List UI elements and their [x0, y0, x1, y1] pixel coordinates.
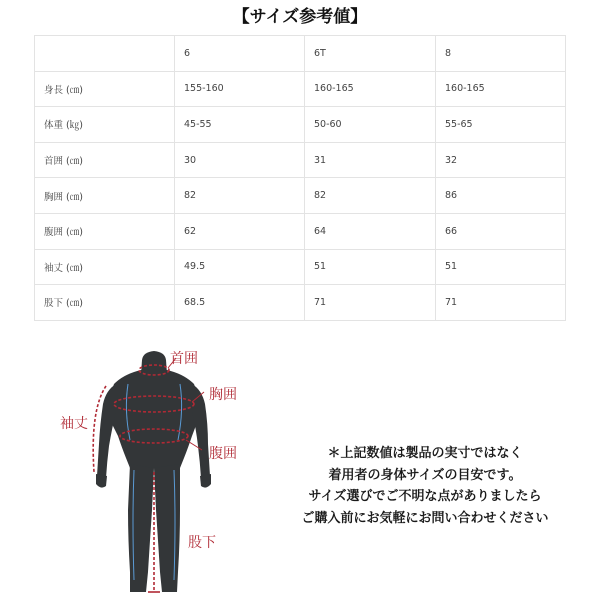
table-cell: 71	[305, 285, 436, 321]
table-cell: 155-160	[175, 71, 305, 107]
label-inseam: 股下	[188, 535, 216, 551]
note-line: 着用者の身体サイズの目安です。	[328, 467, 522, 483]
page-title: 【サイズ参考値】	[232, 7, 368, 27]
table-cell: 160-165	[305, 71, 436, 107]
row-label: 首囲 (㎝)	[35, 142, 175, 178]
table-cell: 30	[175, 142, 305, 178]
table-cell: 49.5	[175, 249, 305, 285]
table-cell: 66	[436, 213, 566, 249]
table-row	[35, 71, 566, 107]
table-row	[35, 178, 566, 214]
table-row	[35, 285, 566, 321]
wetsuit-silhouette	[96, 351, 211, 592]
table-cell: 50-60	[305, 107, 436, 143]
table-cell: 51	[436, 249, 566, 285]
header-cell-size: 6	[175, 36, 305, 72]
row-label: 袖丈 (㎝)	[35, 249, 175, 285]
table-cell: 55-65	[436, 107, 566, 143]
table-cell: 31	[305, 142, 436, 178]
table-row	[35, 142, 566, 178]
table-cell: 45-55	[175, 107, 305, 143]
table-row	[35, 213, 566, 249]
table-row	[35, 107, 566, 143]
label-neck: 首囲	[170, 351, 198, 367]
wetsuit-figure	[50, 340, 260, 600]
note-line: ＊上記数値は製品の実寸ではなく	[327, 446, 523, 461]
table-cell: 71	[436, 285, 566, 321]
size-note	[255, 443, 595, 529]
wetsuit-measurement-diagram	[50, 340, 260, 600]
row-label: 胸囲 (㎝)	[35, 178, 175, 214]
note-line: ご購入前にお気軽にお問い合わせください	[301, 510, 549, 526]
header-cell-size: 8	[436, 36, 566, 72]
label-sleeve: 袖丈	[60, 416, 88, 432]
table-cell: 86	[436, 178, 566, 214]
table-cell: 82	[305, 178, 436, 214]
table-cell: 68.5	[175, 285, 305, 321]
label-chest: 胸囲	[209, 387, 237, 403]
row-label: 腹囲 (㎝)	[35, 213, 175, 249]
table-cell: 51	[305, 249, 436, 285]
table-cell: 82	[175, 178, 305, 214]
header-cell-size: 6T	[305, 36, 436, 72]
label-waist: 腹囲	[209, 446, 237, 462]
row-label: 股下 (㎝)	[35, 285, 175, 321]
size-chart-table	[34, 35, 566, 321]
table-cell: 32	[436, 142, 566, 178]
header-cell-empty	[35, 36, 175, 72]
table-cell: 64	[305, 213, 436, 249]
note-line: サイズ選びでご不明な点がありましたら	[308, 489, 542, 504]
table-row	[35, 249, 566, 285]
row-label: 身長 (㎝)	[35, 71, 175, 107]
row-label: 体重 (㎏)	[35, 107, 175, 143]
table-cell: 160-165	[436, 71, 566, 107]
table-cell: 62	[175, 213, 305, 249]
table-header-row	[35, 36, 566, 72]
